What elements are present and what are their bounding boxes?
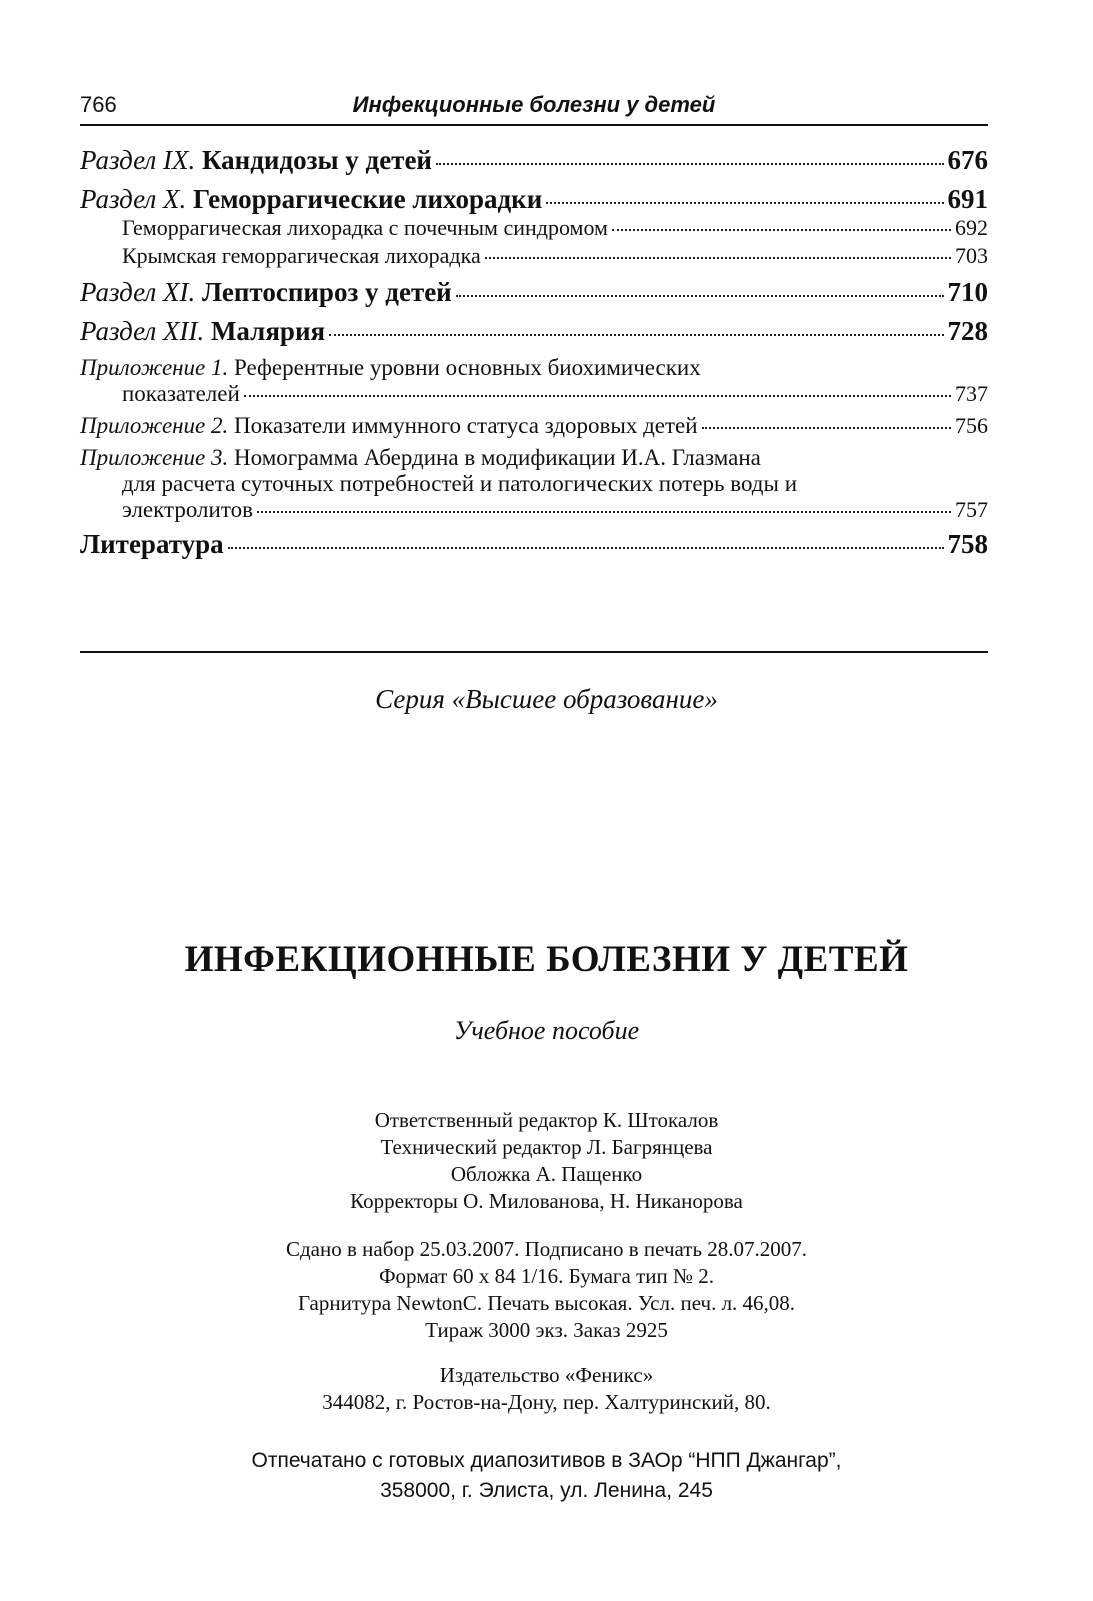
toc-title: Номограмма Абердина в модификации И.А. Глазмана [234, 445, 761, 470]
toc-page: 691 [947, 184, 988, 214]
leader-dots [485, 244, 951, 259]
toc-entry [80, 316, 988, 347]
printer-info [0, 1446, 1093, 1506]
toc-title: Литература [80, 529, 224, 559]
series-name: Серия «Высшее образование» [375, 684, 718, 714]
toc-page: 756 [955, 413, 988, 438]
toc-appendix [80, 445, 988, 523]
toc-title: Лептоспироз у детей [201, 277, 452, 307]
toc-section-label: Раздел X. [80, 184, 187, 214]
credit-line: Обложка А. Пащенко [450, 1162, 643, 1186]
toc-subentry [80, 215, 988, 241]
credit-line: Ответственный редактор К. Штокалов [374, 1108, 719, 1132]
print-info-line: Тираж 3000 экз. Заказ 2925 [425, 1318, 668, 1342]
toc-page: 692 [955, 215, 988, 240]
toc-page: 676 [947, 145, 988, 175]
toc-title: Показатели иммунного статуса здоровых детей [234, 413, 698, 438]
leader-dots [612, 216, 951, 231]
toc-entry [80, 277, 988, 308]
toc-entry [80, 184, 988, 215]
toc-appendix [80, 355, 988, 407]
divider [80, 651, 988, 653]
book-title: ИНФЕКЦИОННЫЕ БОЛЕЗНИ У ДЕТЕЙ [184, 939, 909, 980]
running-header [80, 92, 988, 126]
table-of-contents [80, 145, 988, 568]
toc-entry-literature [80, 529, 988, 560]
printer-line: Отпечатано с готовых диапозитивов в ЗАОр “НПП Джангар”, [251, 1449, 842, 1472]
toc-page: 737 [955, 381, 988, 406]
toc-page: 728 [947, 316, 988, 346]
page-number: 766 [80, 92, 117, 117]
print-info [0, 1236, 1093, 1344]
toc-page: 757 [955, 497, 988, 522]
print-info-line: Гарнитура NewtonC. Печать высокая. Усл. печ. л. 46,08. [297, 1291, 796, 1315]
print-info-line: Сдано в набор 25.03.2007. Подписано в печать 28.07.2007. [285, 1237, 808, 1261]
printer-line: 358000, г. Элиста, ул. Ленина, 245 [380, 1479, 713, 1502]
leader-dots [702, 413, 951, 429]
toc-section-label: Раздел IX. [80, 145, 196, 175]
toc-section-label: Приложение 1. [80, 355, 229, 380]
book-subtitle: Учебное пособие [453, 1016, 640, 1045]
toc-title: Референтные уровни основных биохимических [234, 355, 701, 380]
toc-page: 710 [947, 277, 988, 307]
credit-line: Корректоры О. Милованова, Н. Никанорова [350, 1189, 743, 1213]
leader-dots [228, 531, 944, 549]
toc-page: 703 [955, 243, 988, 268]
running-title: Инфекционные болезни у детей [352, 92, 716, 117]
toc-appendix [80, 413, 988, 439]
leader-dots [329, 318, 943, 336]
publisher [0, 1362, 1093, 1416]
credits [0, 1107, 1093, 1215]
leader-dots [546, 186, 943, 204]
leader-dots [456, 279, 944, 297]
toc-section-label: Приложение 2. [80, 413, 229, 438]
toc-section-label: Раздел XII. [80, 316, 205, 346]
publisher-line: 344082, г. Ростов-на-Дону, пер. Халтуринский, 80. [322, 1390, 771, 1414]
print-info-line: Формат 60 х 84 1/16. Бумага тип № 2. [378, 1264, 715, 1288]
leader-dots [257, 497, 951, 513]
toc-section-label: Приложение 3. [80, 445, 229, 470]
toc-section-label: Раздел XI. [80, 277, 196, 307]
toc-title: Кандидозы у детей [201, 145, 432, 175]
toc-title: Крымская геморрагическая лихорадка [122, 243, 481, 268]
leader-dots [244, 381, 951, 397]
toc-entry [80, 145, 988, 176]
toc-title-continued: показателей [122, 381, 240, 406]
toc-subentry [80, 243, 988, 269]
leader-dots [436, 147, 944, 165]
toc-title-continued: для расчета суточных потребностей и патологических потерь воды и [122, 471, 798, 496]
publisher-line: Издательство «Феникс» [439, 1363, 654, 1387]
toc-title: Геморрагическая лихорадка с почечным синдромом [122, 215, 608, 240]
toc-title: Малярия [210, 316, 326, 346]
toc-title: Геморрагические лихорадки [192, 184, 543, 214]
toc-page: 758 [947, 529, 988, 559]
credit-line: Технический редактор Л. Багрянцева [380, 1135, 713, 1159]
toc-title-continued: электролитов [122, 497, 253, 522]
